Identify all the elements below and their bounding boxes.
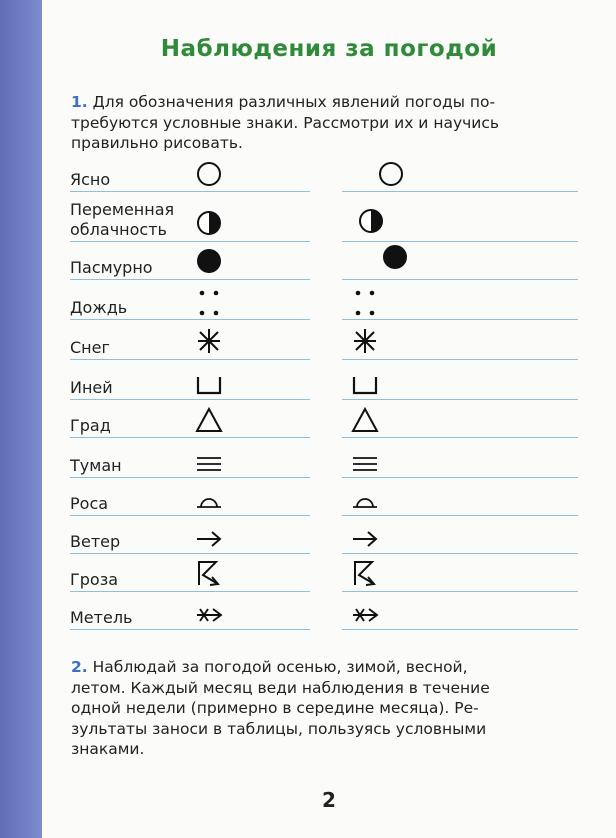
clear-circle-icon (376, 159, 406, 189)
writing-line (70, 399, 310, 400)
symbol-label: Дождь (70, 298, 128, 317)
snowflake-asterisk-icon (194, 326, 224, 356)
writing-line (342, 279, 578, 280)
symbol-row-wind (42, 518, 616, 554)
writing-line (342, 591, 578, 592)
writing-line (70, 279, 310, 280)
task-1-line: 1. Для обозначения различных явлений погоды по- (71, 93, 496, 111)
thunderstorm-icon (350, 558, 380, 588)
task-2-text (71, 657, 579, 760)
clear-circle-icon (194, 160, 224, 188)
symbol-label: Переменная (70, 200, 175, 219)
task-2-line: 2. Наблюдай за погодой осенью, зимой, весной, (71, 658, 468, 676)
writing-line (342, 359, 578, 360)
task-1-number: 1. (71, 93, 88, 111)
frost-bracket-icon (194, 374, 224, 396)
symbol-label: Роса (70, 494, 109, 513)
symbol-row-blizzard (42, 594, 616, 630)
wind-arrow-icon (194, 528, 224, 550)
writing-line (342, 241, 578, 242)
writing-line (342, 553, 578, 554)
symbol-row-thunderstorm (42, 556, 616, 592)
writing-line (70, 629, 310, 630)
thunderstorm-icon (194, 558, 224, 588)
writing-line (70, 319, 310, 320)
filled-circle-icon (380, 242, 410, 272)
symbol-label: Пасмурно (70, 258, 153, 277)
symbol-label: Ясно (70, 170, 111, 189)
writing-line (70, 553, 310, 554)
symbol-row-overcast (42, 246, 616, 280)
symbol-label: Иней (70, 378, 113, 397)
symbol-row-partly-cloudy (42, 196, 616, 242)
left-color-strip (0, 0, 42, 838)
writing-line (342, 191, 578, 192)
symbol-label: Туман (70, 456, 122, 475)
writing-line (342, 437, 578, 438)
task-2-line: зультаты заноси в таблицы, пользуясь условными (71, 719, 487, 738)
blizzard-arrow-icon (350, 604, 380, 626)
writing-line (342, 319, 578, 320)
writing-line (342, 399, 578, 400)
dew-semicircle-icon (350, 494, 380, 512)
writing-line (70, 437, 310, 438)
task-1-text (71, 92, 579, 154)
rain-dots-icon (194, 286, 224, 318)
hail-triangle-icon (194, 406, 224, 434)
writing-line (70, 191, 310, 192)
filled-circle-icon (194, 246, 224, 276)
task-1-line: требуются условные знаки. Рассмотри их и научись (71, 113, 500, 132)
snowflake-asterisk-icon (350, 326, 380, 356)
workbook-page (42, 0, 616, 838)
task-2-line: летом. Каждый месяц веди наблюдения в течение (71, 678, 490, 697)
writing-line (70, 241, 310, 242)
writing-line (70, 359, 310, 360)
symbol-label-second-line: облачность (70, 220, 167, 239)
writing-line (342, 477, 578, 478)
writing-line (70, 515, 310, 516)
symbol-label: Град (70, 416, 111, 435)
task-2-line: знаками. (71, 740, 145, 758)
task-2-number: 2. (71, 658, 88, 676)
fog-lines-icon (350, 454, 380, 474)
symbol-row-clear (42, 160, 616, 192)
page-title: Наблюдения за погодой (160, 36, 498, 62)
symbol-row-dew (42, 480, 616, 516)
writing-line (70, 477, 310, 478)
half-filled-circle-icon (356, 206, 386, 236)
writing-line (342, 515, 578, 516)
symbol-row-rain (42, 284, 616, 320)
task-1-line: правильно рисовать. (71, 134, 243, 152)
symbol-row-snow (42, 324, 616, 360)
page-number: 2 (322, 788, 336, 812)
symbol-label: Метель (70, 608, 133, 627)
fog-lines-icon (194, 454, 224, 474)
symbol-row-hail (42, 402, 616, 438)
task-2-line: одной недели (примерно в середине месяца). Ре- (71, 699, 479, 717)
symbol-label: Снег (70, 338, 110, 357)
writing-line (70, 591, 310, 592)
dew-semicircle-icon (194, 494, 224, 512)
symbol-label: Гроза (70, 570, 119, 589)
rain-dots-icon (350, 286, 380, 318)
half-filled-circle-icon (194, 208, 224, 238)
frost-bracket-icon (350, 374, 380, 396)
symbol-label: Ветер (70, 532, 121, 551)
symbol-row-fog (42, 442, 616, 478)
symbol-row-frost (42, 364, 616, 400)
blizzard-arrow-icon (194, 604, 224, 626)
writing-line (342, 629, 578, 630)
hail-triangle-icon (350, 406, 380, 434)
wind-arrow-icon (350, 528, 380, 550)
